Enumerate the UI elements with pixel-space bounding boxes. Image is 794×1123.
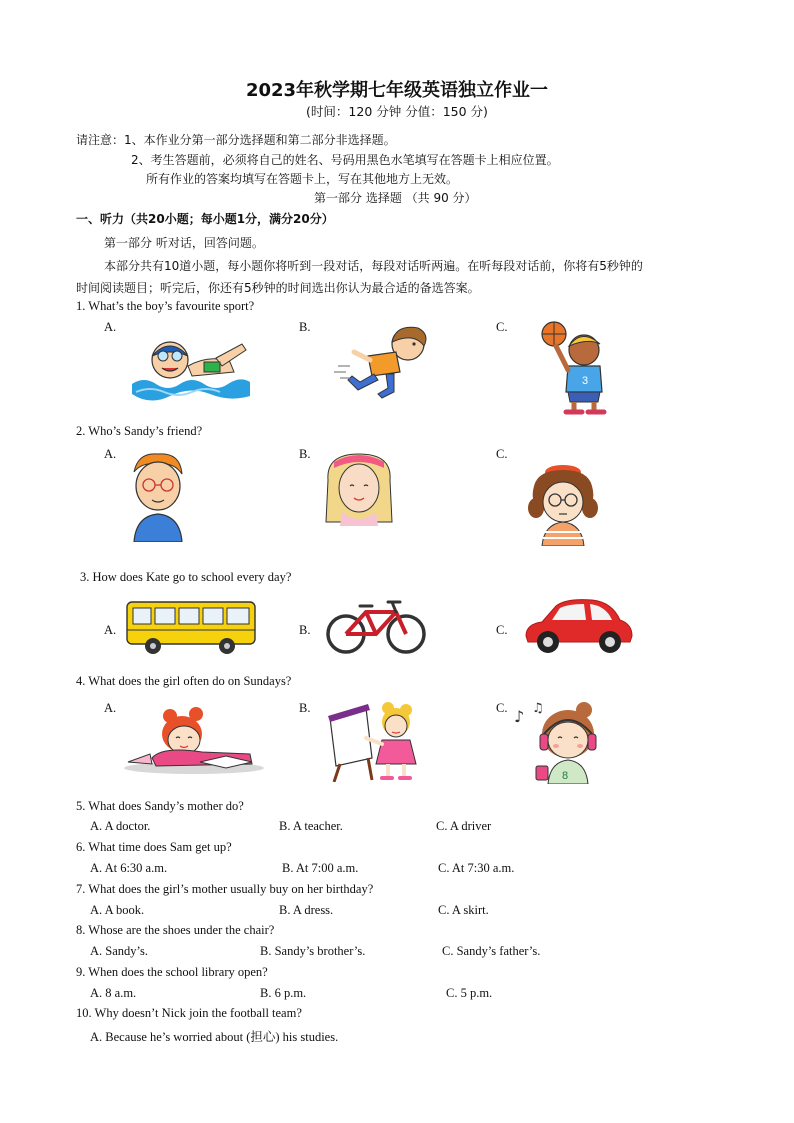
- question-10: 10. Why doesn’t Nick join the football team?: [76, 1006, 302, 1020]
- note-line-3: 所有作业的答案均填写在答题卡上，写在其他地方上无效。: [146, 172, 459, 186]
- q1-option-b-label[interactable]: B.: [299, 320, 311, 334]
- question-1: 1. What’s the boy’s favourite sport?: [76, 299, 255, 313]
- bus-icon: [125, 598, 257, 656]
- q9-option-a[interactable]: A. 8 a.m.: [90, 986, 137, 1000]
- q5-option-c[interactable]: C. A driver: [436, 819, 492, 833]
- q7-option-c[interactable]: C. A skirt.: [438, 903, 489, 917]
- q4-option-a-label[interactable]: A.: [104, 701, 117, 715]
- question-6: 6. What time does Sam get up?: [76, 840, 232, 854]
- question-8: 8. Whose are the shoes under the chair?: [76, 923, 275, 937]
- q6-option-c[interactable]: C. At 7:30 a.m.: [438, 861, 515, 875]
- note-line-1: 请注意：1、本作业分第一部分选择题和第二部分非选择题。: [76, 133, 396, 147]
- q5-option-b[interactable]: B. A teacher.: [279, 819, 343, 833]
- note-line-2: 2、考生答题前，必须将自己的姓名、号码用黑色水笔填写在答题卡上相应位置。: [131, 153, 559, 167]
- girl-long-hair-icon: [322, 450, 396, 526]
- q4-option-b-label[interactable]: B.: [299, 701, 311, 715]
- section-title: 一、听力（共20小题；每小题1分，满分20分）: [76, 212, 334, 226]
- svg-text:♫: ♫: [532, 701, 544, 716]
- q8-option-c[interactable]: C. Sandy’s father’s.: [442, 944, 541, 958]
- boy-running-icon: [330, 322, 434, 400]
- question-9: 9. When does the school library open?: [76, 965, 268, 979]
- q3-option-a-label[interactable]: A.: [104, 623, 117, 637]
- page-title: 2023年秋学期七年级英语独立作业一: [245, 80, 549, 101]
- question-5: 5. What does Sandy’s mother do?: [76, 799, 244, 813]
- q7-option-b[interactable]: B. A dress.: [279, 903, 334, 917]
- time-info: (时间：120 分钟 分值：150 分): [306, 104, 488, 119]
- q6-option-a[interactable]: A. At 6:30 a.m.: [90, 861, 168, 875]
- boy-swimming-icon: [130, 332, 252, 406]
- svg-text:8: 8: [562, 770, 569, 782]
- question-2: 2. Who’s Sandy’s friend?: [76, 424, 203, 438]
- q6-option-b[interactable]: B. At 7:00 a.m.: [282, 861, 359, 875]
- question-7: 7. What does the girl’s mother usually buy on her birthday?: [76, 882, 374, 896]
- boy-with-glasses-icon: [128, 452, 188, 542]
- subsection-title: 第一部分 听对话，回答问题。: [104, 236, 264, 250]
- q4-option-c-label[interactable]: C.: [496, 701, 508, 715]
- q1-option-c-label[interactable]: C.: [496, 320, 508, 334]
- svg-text:♪: ♪: [514, 707, 525, 726]
- q3-option-b-label[interactable]: B.: [299, 623, 311, 637]
- girl-listening-music-icon: [512, 700, 604, 784]
- q9-option-c[interactable]: C. 5 p.m.: [446, 986, 493, 1000]
- svg-text:3: 3: [582, 375, 589, 387]
- q8-option-a[interactable]: A. Sandy’s.: [90, 944, 148, 958]
- q5-option-a[interactable]: A. A doctor.: [90, 819, 151, 833]
- instruction-line-1: 本部分共有10道小题，每小题你将听到一段对话，每段对话听两遍。在听每段对话前，你将有5秒钟的: [104, 259, 643, 273]
- bicycle-icon: [326, 598, 426, 656]
- girl-with-glasses-icon: [524, 462, 602, 546]
- instruction-line-2: 时间阅读题目；听完后，你还有5秒钟的时间选出你认为最合适的备选答案。: [76, 281, 480, 295]
- q2-option-a-label[interactable]: A.: [104, 447, 117, 461]
- q1-option-a-label[interactable]: A.: [104, 320, 117, 334]
- girl-reading-icon: [122, 706, 264, 776]
- q2-option-b-label[interactable]: B.: [299, 447, 311, 461]
- q7-option-a[interactable]: A. A book.: [90, 903, 145, 917]
- question-3: 3. How does Kate go to school every day?: [80, 570, 292, 584]
- question-4: 4. What does the girl often do on Sundays?: [76, 674, 292, 688]
- q3-option-c-label[interactable]: C.: [496, 623, 508, 637]
- q2-option-c-label[interactable]: C.: [496, 447, 508, 461]
- q9-option-b[interactable]: B. 6 p.m.: [260, 986, 307, 1000]
- q10-option-a[interactable]: A. Because he’s worried about (担心) his studies.: [90, 1030, 339, 1044]
- boy-basketball-icon: [538, 320, 620, 418]
- car-icon: [522, 596, 634, 656]
- q8-option-b[interactable]: B. Sandy’s brother’s.: [260, 944, 366, 958]
- girl-painting-icon: [326, 700, 422, 782]
- part-heading: 第一部分 选择题 （共 90 分）: [314, 191, 477, 205]
